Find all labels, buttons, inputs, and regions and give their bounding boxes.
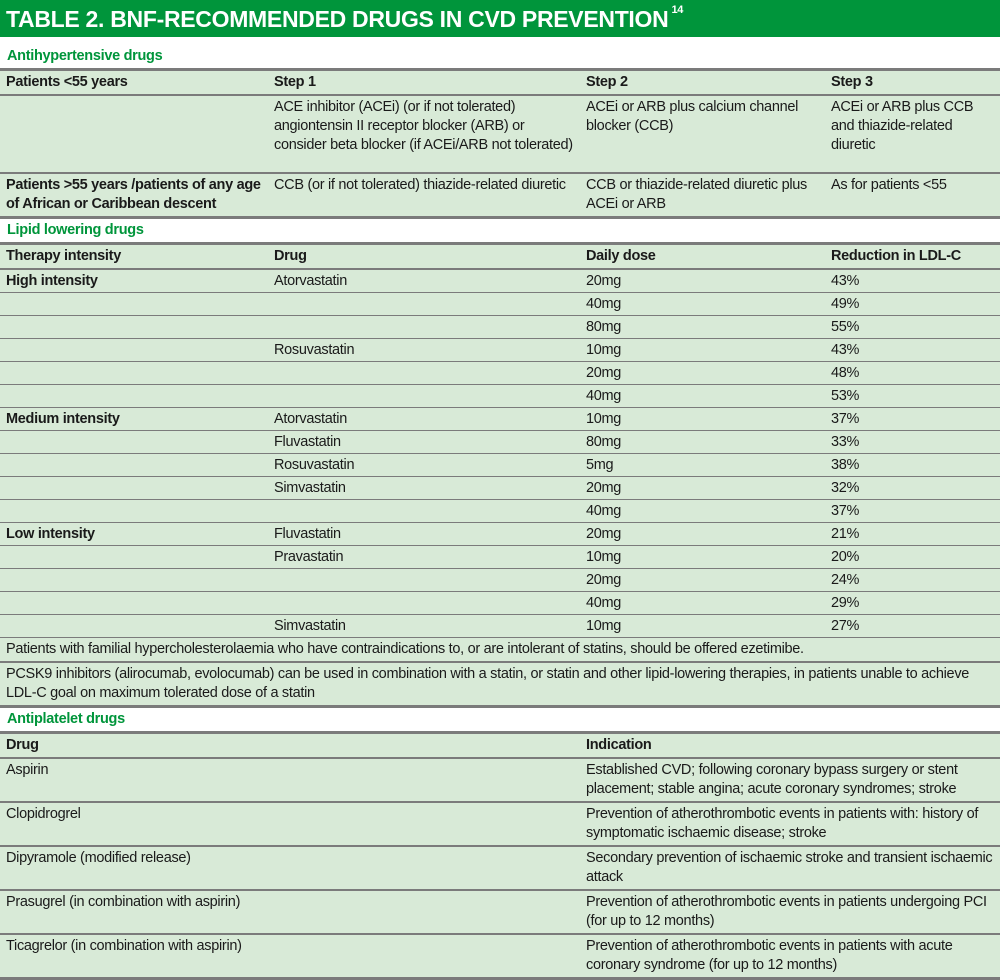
drug-name [268, 316, 580, 338]
lipid-rows [0, 270, 1000, 638]
daily-dose: 80mg [586, 319, 622, 335]
ldl-reduction: 43% [831, 342, 860, 358]
therapy-intensity: Medium intensity [6, 411, 120, 427]
ldl-reduction: 20% [831, 549, 860, 565]
section-heading-antihypertensive: Antihypertensive drugs [0, 45, 1000, 71]
indication: Prevention of atherothrombotic events in patients undergoing PCI (for up to 12 months) [586, 894, 987, 929]
table-row [0, 454, 1000, 477]
column-header: Drug [6, 737, 39, 753]
lipid-note [0, 638, 1000, 663]
drug-name: Atorvastatin [274, 273, 347, 289]
therapy-intensity [0, 477, 268, 499]
ldl-reduction: 55% [831, 319, 860, 335]
step1-cell: CCB (or if not tolerated) thiazide-related diuretic [274, 177, 566, 193]
daily-dose: 40mg [586, 388, 622, 404]
therapy-intensity [0, 615, 268, 637]
column-header: Step 3 [831, 74, 873, 90]
ldl-reduction: 53% [831, 388, 860, 404]
antiplatelet-rows [0, 759, 1000, 980]
column-header: Reduction in LDL-C [831, 248, 961, 264]
drug-name [268, 293, 580, 315]
step3-cell: ACEi or ARB plus CCB and thiazide-related diuretic [831, 99, 974, 153]
table-row [0, 477, 1000, 500]
ldl-reduction: 24% [831, 572, 860, 588]
indication: Prevention of atherothrombotic events in patients with acute coronary syndrome (for up to 12 months) [586, 938, 953, 973]
table-row [0, 546, 1000, 569]
therapy-intensity [0, 362, 268, 384]
section-heading-lipid: Lipid lowering drugs [0, 219, 1000, 245]
indication: Established CVD; following coronary bypass surgery or stent placement; stable angina; acute coronary syndromes; stroke [586, 762, 958, 797]
lipid-note [0, 663, 1000, 708]
ldl-reduction: 38% [831, 457, 860, 473]
therapy-intensity [0, 316, 268, 338]
drug-name: Fluvastatin [274, 434, 341, 450]
drug-name: Atorvastatin [274, 411, 347, 427]
column-header: Step 1 [274, 74, 316, 90]
therapy-intensity [0, 339, 268, 361]
ldl-reduction: 32% [831, 480, 860, 496]
step2-cell: CCB or thiazide-related diuretic plus ACEi or ARB [586, 177, 808, 212]
daily-dose: 20mg [586, 480, 622, 496]
table-row [0, 615, 1000, 638]
table-row [0, 385, 1000, 408]
therapy-intensity [0, 431, 268, 453]
ldl-reduction: 37% [831, 411, 860, 427]
table-row [0, 592, 1000, 615]
ldl-reduction: 21% [831, 526, 860, 542]
daily-dose: 5mg [586, 457, 614, 473]
drug-name: Rosuvastatin [274, 342, 355, 358]
daily-dose: 20mg [586, 526, 622, 542]
table-row [0, 891, 1000, 935]
daily-dose: 40mg [586, 595, 622, 611]
ldl-reduction: 33% [831, 434, 860, 450]
indication: Secondary prevention of ischaemic stroke and transient ischaemic attack [586, 850, 993, 885]
column-header: Therapy intensity [6, 248, 121, 264]
therapy-intensity [0, 500, 268, 522]
drug-name: Rosuvastatin [274, 457, 355, 473]
table-row [0, 935, 1000, 980]
daily-dose: 20mg [586, 273, 622, 289]
ldl-reduction: 29% [831, 595, 860, 611]
note-text: PCSK9 inhibitors (alirocumab, evolocumab) can be used in combination with a statin, or statin and other lipid-lowering therapies, in patients unable to achieve LDL-C goal on maximum tolerated dose of a statin [6, 666, 970, 701]
drug-name [268, 500, 580, 522]
step3-cell: As for patients <55 [831, 177, 947, 193]
therapy-intensity: High intensity [6, 273, 98, 289]
antihypertensive-header-row [0, 71, 1000, 96]
table-row [0, 408, 1000, 431]
table-row [0, 270, 1000, 293]
daily-dose: 10mg [586, 411, 622, 427]
table-row [0, 362, 1000, 385]
daily-dose: 10mg [586, 618, 622, 634]
drug-name: Pravastatin [274, 549, 344, 565]
drug-name: Aspirin [6, 762, 49, 778]
table-row [0, 523, 1000, 546]
column-header: Patients <55 years [6, 74, 128, 90]
table-row [0, 569, 1000, 592]
drug-name: Clopidrogrel [6, 806, 81, 822]
indication: Prevention of atherothrombotic events in patients with: history of symptomatic ischaemic disease; stroke [586, 806, 979, 841]
column-header: Step 2 [586, 74, 628, 90]
table-row [0, 803, 1000, 847]
therapy-intensity [0, 546, 268, 568]
daily-dose: 10mg [586, 342, 622, 358]
reference-number: 14 [671, 4, 684, 16]
drug-name [268, 592, 580, 614]
drug-name: Dipyramole (modified release) [6, 850, 191, 866]
drug-name: Prasugrel (in combination with aspirin) [6, 894, 241, 910]
table-row [0, 759, 1000, 803]
column-header: Drug [274, 248, 307, 264]
drug-name: Fluvastatin [274, 526, 341, 542]
drug-name [268, 362, 580, 384]
table-row [0, 339, 1000, 362]
daily-dose: 10mg [586, 549, 622, 565]
column-header: Indication [586, 737, 652, 753]
table-row [0, 847, 1000, 891]
ldl-reduction: 48% [831, 365, 860, 381]
table-row [0, 293, 1000, 316]
patient-group: Patients >55 years /patients of any age of African or Caribbean descent [6, 177, 261, 212]
note-text: Patients with familial hypercholesterolaemia who have contraindications to, or are intolerant of statins, should be offered ezetimibe. [6, 641, 804, 657]
drug-name: Ticagrelor (in combination with aspirin) [6, 938, 242, 954]
section-heading-antiplatelet: Antiplatelet drugs [0, 708, 1000, 734]
table-title-text: TABLE 2. BNF-RECOMMENDED DRUGS IN CVD PREVENTION [6, 6, 669, 32]
table-row [0, 316, 1000, 339]
daily-dose: 80mg [586, 434, 622, 450]
drug-name: Simvastatin [274, 480, 346, 496]
antiplatelet-header-row [0, 734, 1000, 759]
patient-group [0, 96, 268, 172]
daily-dose: 20mg [586, 572, 622, 588]
table-row [0, 96, 1000, 174]
therapy-intensity [0, 385, 268, 407]
table-row [0, 174, 1000, 219]
ldl-reduction: 27% [831, 618, 860, 634]
table-row [0, 500, 1000, 523]
step2-cell: ACEi or ARB plus calcium channel blocker (CCB) [586, 99, 799, 134]
ldl-reduction: 43% [831, 273, 860, 289]
table-title [0, 0, 1000, 40]
drug-name [268, 385, 580, 407]
step1-cell: ACE inhibitor (ACEi) (or if not tolerated) angiontensin II receptor blocker (ARB) or consider beta blocker (if ACEi/ARB not tolerated) [274, 99, 573, 153]
daily-dose: 20mg [586, 365, 622, 381]
ldl-reduction: 37% [831, 503, 860, 519]
ldl-reduction: 49% [831, 296, 860, 312]
column-header: Daily dose [586, 248, 656, 264]
therapy-intensity: Low intensity [6, 526, 95, 542]
table-row [0, 431, 1000, 454]
therapy-intensity [0, 592, 268, 614]
drug-name: Simvastatin [274, 618, 346, 634]
drug-name [268, 569, 580, 591]
therapy-intensity [0, 454, 268, 476]
daily-dose: 40mg [586, 296, 622, 312]
therapy-intensity [0, 569, 268, 591]
daily-dose: 40mg [586, 503, 622, 519]
therapy-intensity [0, 293, 268, 315]
lipid-header-row [0, 245, 1000, 270]
